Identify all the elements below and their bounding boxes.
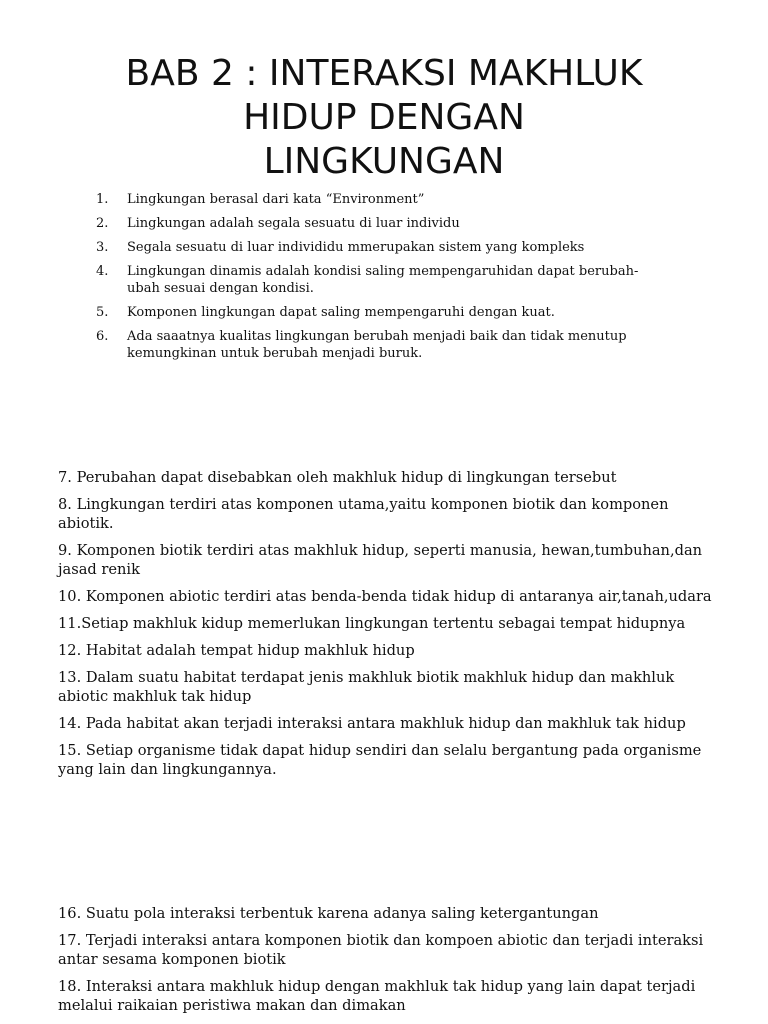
paragraph-item: 18. Interaksi antara makhluk hidup dengan makhluk tak hidup yang lain dapat terjadi melalui raikaian peristiwa makan dan dimakan [58,978,696,1014]
title-line-3: LINGKUNGAN [263,141,505,182]
page-title [84,52,684,184]
paragraph-item: 11.Setiap makhluk kidup memerlukan lingkungan tertentu sebagai tempat hidupnya [58,615,686,632]
list-item-number: 6. [96,329,109,344]
list-item-number: 1. [96,192,109,207]
list-item [96,304,666,321]
paragraph-block-3 [58,904,718,1023]
paragraph-item: 9. Komponen biotik terdiri atas makhluk hidup, seperti manusia, hewan,tumbuhan,dan jasad renik [58,542,703,578]
paragraph-item: 12. Habitat adalah tempat hidup makhluk hidup [58,642,415,659]
list-item-text: Komponen lingkungan dapat saling mempengaruhi dengan kuat. [127,305,555,320]
list-item-number: 4. [96,264,109,279]
paragraph-item: 13. Dalam suatu habitat terdapat jenis makhluk biotik makhluk hidup dan makhluk abiotic makhluk tak hidup [58,669,675,705]
title-line-1: BAB 2 : INTERAKSI MAKHLUK [125,53,643,94]
paragraph-item: 17. Terjadi interaksi antara komponen biotik dan kompoen abiotic dan terjadi interaksi antar sesama komponen biotik [58,932,704,968]
paragraph-item: 14. Pada habitat akan terjadi interaksi antara makhluk hidup dan makhluk tak hidup [58,715,686,732]
paragraph-item: 16. Suatu pola interaksi terbentuk karena adanya saling ketergantungan [58,905,599,922]
list-item [96,191,666,208]
list-item-number: 5. [96,305,109,320]
paragraph-item: 7. Perubahan dapat disebabkan oleh makhluk hidup di lingkungan tersebut [58,469,617,486]
list-item-text: Lingkungan berasal dari kata “Environment” [127,192,425,207]
list-item-text: Lingkungan dinamis adalah kondisi saling mempengaruhidan dapat berubah-ubah sesuai dengan kondisi. [127,264,639,296]
list-item-text: Ada saaatnya kualitas lingkungan berubah menjadi baik dan tidak menutup kemungkinan untuk berubah menjadi buruk. [127,329,627,361]
paragraph-item: 8. Lingkungan terdiri atas komponen utama,yaitu komponen biotik dan komponen abiotik. [58,496,669,532]
paragraph-block-2 [58,468,718,787]
list-item [96,215,666,232]
list-item-number: 3. [96,240,109,255]
paragraph-item: 15. Setiap organisme tidak dapat hidup sendiri dan selalu bergantung pada organisme yang lain dan lingkungannya. [58,742,702,778]
list-item [96,328,666,362]
list-item-text: Lingkungan adalah segala sesuatu di luar individu [127,216,460,231]
list-item [96,239,666,256]
numbered-list [96,191,666,369]
list-item-text: Segala sesuatu di luar individidu mmerupakan sistem yang kompleks [127,240,585,255]
list-item [96,263,666,297]
list-item-number: 2. [96,216,109,231]
title-line-2: HIDUP DENGAN [243,97,525,138]
paragraph-item: 10. Komponen abiotic terdiri atas benda-benda tidak hidup di antaranya air,tanah,udara [58,588,712,605]
